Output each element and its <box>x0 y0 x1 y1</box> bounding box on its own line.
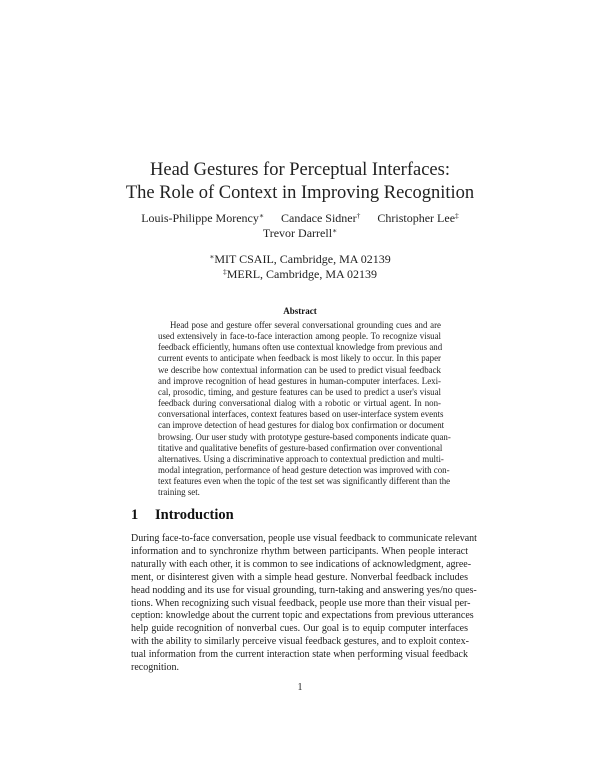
abstract-line: titative and qualitative benefits of gesture-based confirmation over conventional <box>158 442 443 453</box>
abstract-line: alternatives. Using a discriminative approach to contextual prediction and multi- <box>158 453 444 464</box>
author-row <box>0 211 600 226</box>
abstract-line: cal, prosodic, timing, and gesture features can be used to predict a user's visual <box>158 386 441 397</box>
abstract-line: text features even when the topic of the test set was significantly different than the <box>158 476 451 487</box>
abstract-line: and improve recognition of head gestures in human-computer interfaces. Lexi- <box>158 375 441 386</box>
intro-line: information and to synchronize rhythm between participants. When people interact <box>131 545 468 557</box>
section-heading <box>131 507 234 524</box>
section-number: 1 <box>131 507 139 523</box>
author-mark: ∗ <box>258 211 264 220</box>
author-mark: ∗ <box>332 226 338 235</box>
intro-line: with the ability to similarly perceive visual feedback gestures, and to exploit contex- <box>131 636 469 648</box>
abstract-line: feedback efficiently, humans often use contextual knowledge from previous and <box>158 342 443 353</box>
abstract-line: conversational interfaces, context features based on user-interface system events <box>158 409 444 420</box>
author-mark: † <box>356 211 361 220</box>
intro-line: naturally with each other, it is common to see indications of acknowledgment, agree- <box>131 558 472 570</box>
page-number: 1 <box>297 682 303 693</box>
intro-line: head nodding and its use for visual grounding, turn-taking and answering yes/no ques- <box>131 584 477 596</box>
abstract-line: browsing. Our user study with prototype gesture-based components indicate quan- <box>158 431 451 442</box>
paper-title <box>0 159 600 205</box>
abstract-line: Head pose and gesture offer several conversational grounding cues and are <box>170 320 441 330</box>
author-name: Trevor Darrell <box>262 226 333 240</box>
section-title: Introduction <box>155 507 234 523</box>
intro-line: ment, or disinterest given with a simple head gesture. Nonverbal feedback includes <box>131 571 468 583</box>
intro-line: ception: knowledge about the current topic and expectations from previous utterances <box>131 610 474 622</box>
abstract-line: feedback during conversational dialog with a robotic or virtual agent. In non- <box>158 398 441 409</box>
intro-line: tions. When recognizing such visual feedback, people use more than their visual per- <box>131 597 471 609</box>
author-list <box>0 211 600 241</box>
intro-line: During face-to-face conversation, people use visual feedback to communicate relevant <box>131 533 477 544</box>
affiliation-line <box>0 267 600 282</box>
author-name: Candace Sidner <box>280 211 357 225</box>
author-name: Christopher Lee <box>377 211 456 225</box>
intro-line: tual information from the current interaction state when performing visual feedback <box>131 649 468 661</box>
affiliation-mark: ‡ <box>222 267 227 276</box>
affiliation-text: MERL, Cambridge, MA 02139 <box>226 267 378 281</box>
abstract-line: can improve detection of head gestures for dialog box confirmation or document <box>158 420 445 431</box>
abstract-heading: Abstract <box>283 306 317 316</box>
author-row <box>0 226 600 241</box>
title-line-1: Head Gestures for Perceptual Interfaces: <box>150 160 450 180</box>
author-mark: ‡ <box>455 211 459 220</box>
abstract-line: modal integration, performance of head gesture detection was improved with con- <box>158 465 450 476</box>
title-line-2: The Role of Context in Improving Recognition <box>125 183 475 203</box>
affiliation-text: MIT CSAIL, Cambridge, MA 02139 <box>214 252 391 266</box>
affiliation-mark: ∗ <box>209 252 215 261</box>
author-name: Louis-Philippe Morency <box>141 211 259 225</box>
introduction-body <box>131 533 477 675</box>
abstract-line: used extensively in face-to-face interaction among people. To recognize visual <box>158 331 441 342</box>
intro-line: help guide recognition of nonverbal cues. Our goal is to equip computer interfaces <box>131 623 468 635</box>
abstract-line: we describe how contextual information can be used to predict visual feedback <box>158 364 441 375</box>
abstract-body <box>158 320 451 499</box>
abstract-line: training set. <box>158 487 200 498</box>
intro-line: recognition. <box>131 662 180 674</box>
abstract-line: current events to anticipate when feedback is most likely to occur. In this paper <box>158 353 441 364</box>
affiliation-line <box>0 252 600 267</box>
affiliations <box>0 252 600 282</box>
